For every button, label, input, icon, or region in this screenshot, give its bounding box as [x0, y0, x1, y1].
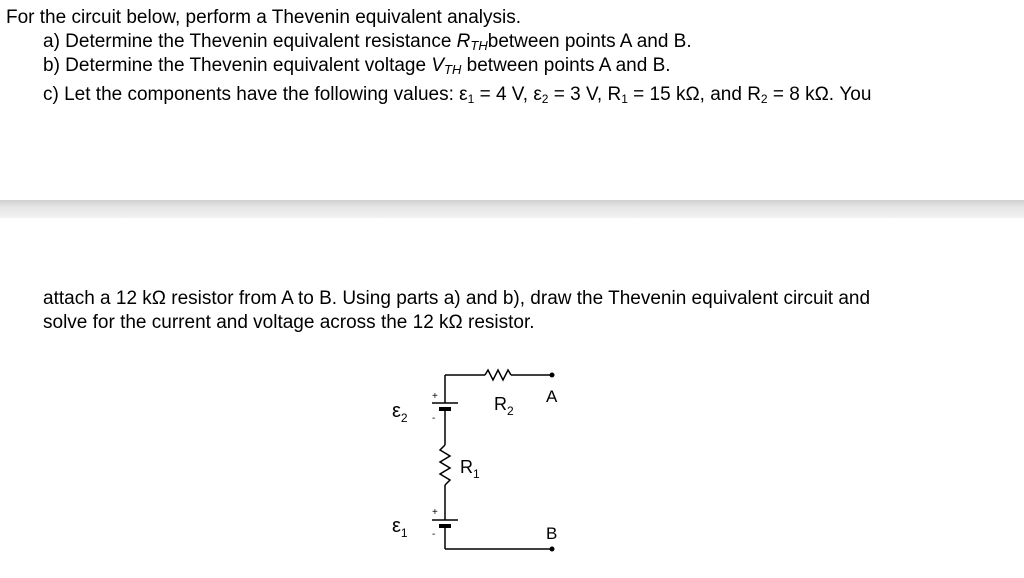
e1-plus-sign: +	[432, 507, 438, 518]
e1-minus-sign: -	[432, 529, 436, 540]
node-a-label: A	[546, 387, 558, 406]
part-b-line: b) Determine the Thevenin equivalent voltage VTH between points A and B.	[43, 55, 671, 77]
circuit-diagram	[370, 355, 600, 575]
terminal-b	[550, 547, 555, 552]
e2-label: $\varepsilon_2$	[392, 400, 408, 425]
r2-label: $R_2$	[494, 394, 514, 418]
intro-line: For the circuit below, perform a Thevenin equivalent analysis.	[6, 7, 522, 28]
e2-minus-sign: -	[432, 413, 436, 424]
continuation-line-1: attach a 12 kΩ resistor from A to B. Using parts a) and b), draw the Thevenin equivalent circuit and	[43, 288, 871, 309]
terminal-a	[550, 373, 555, 378]
r2-resistor-zigzag	[485, 370, 511, 380]
node-b-label: B	[546, 524, 558, 543]
r1-resistor-zigzag	[440, 445, 450, 485]
part-c-line: c) Let the components have the following values: $\varepsilon_1 = 4$ V, $\varepsilon_2 = 3$ V, $R_1 = 15$ kΩ, and $R_2 = 8$ kΩ. You	[43, 84, 872, 106]
page-break-divider	[0, 200, 1024, 218]
continuation-line-2: solve for the current and voltage across the 12 kΩ resistor.	[43, 312, 535, 333]
r1-label: $R_1$	[460, 457, 480, 481]
e1-label: $\varepsilon_1$	[392, 515, 408, 540]
e2-plus-sign: +	[432, 391, 438, 402]
part-a-line: a) Determine the Thevenin equivalent resistance RTHbetween points A and B.	[43, 31, 692, 53]
